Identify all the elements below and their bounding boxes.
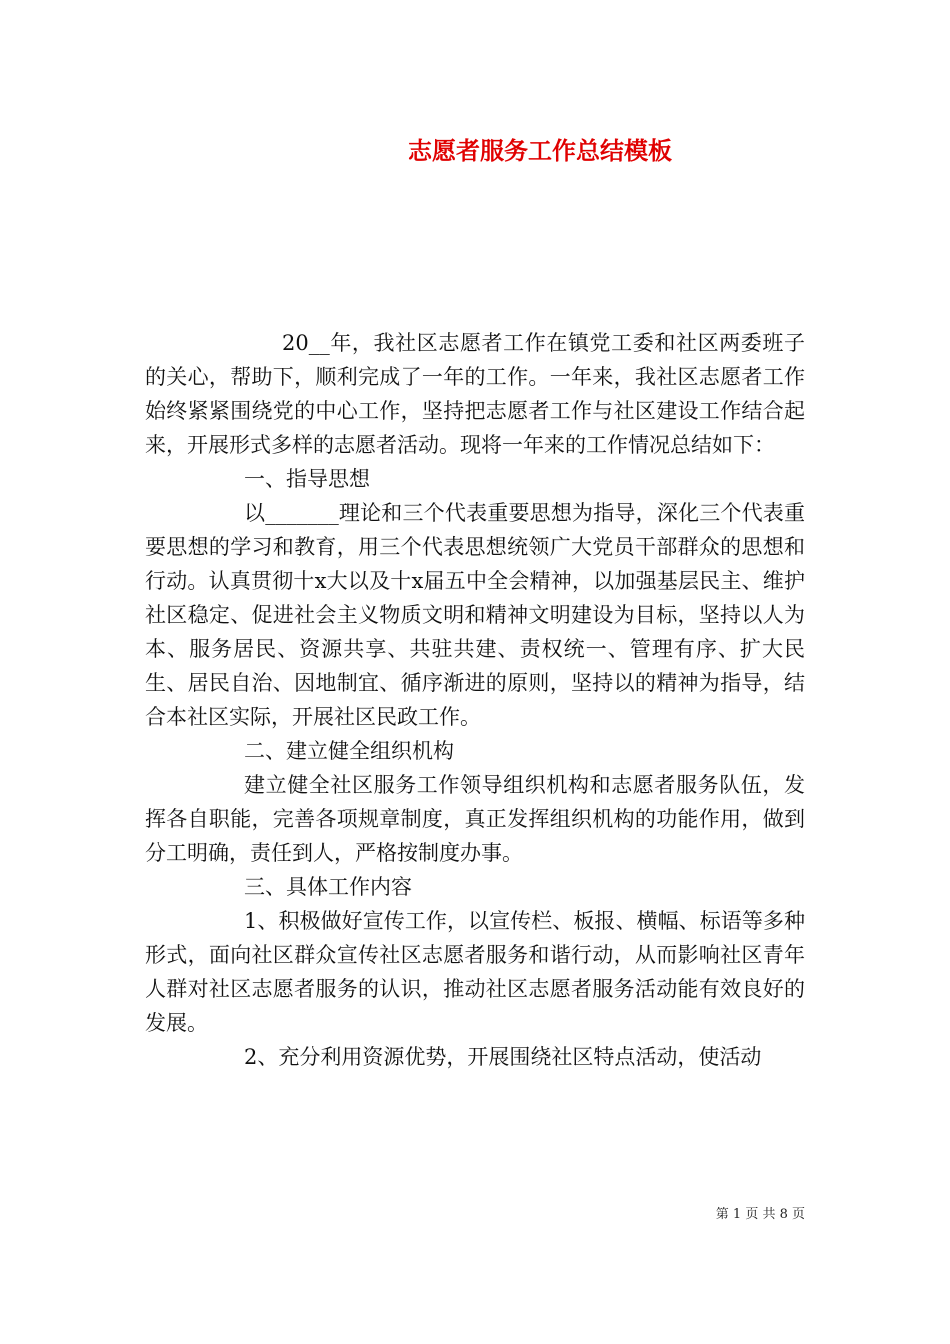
document-title: 志愿者服务工作总结模板 — [408, 136, 672, 165]
work-item-2-paragraph: 2、充分利用资源优势，开展围绕社区特点活动，使活动 — [244, 1045, 762, 1069]
section-heading-3: 三、具体工作内容 — [244, 875, 412, 899]
guiding-thought-paragraph: 以_______理论和三个代表重要思想为指导，深化三个代表重要思想的学习和教育，用三个代表思想统领广大党员干部群众的思想和行动。认真贯彻十x大以及十x届五中全会精神，以加强基层民主、维护社区稳定、促进社会主义物质文明和精神文明建设为目标，坚持以人为本、服务居民、资源共享、共驻共建、责权统一、管理有序、扩大民生、居民自治、因地制宜、循序渐进的原则，坚持以的精神为指导，结合本社区实际，开展社区民政工作。 — [145, 501, 805, 729]
section-heading-2: 二、建立健全组织机构 — [244, 739, 454, 763]
page-number: 第 1 页 共 8 页 — [715, 1207, 805, 1222]
section-heading-1: 一、指导思想 — [244, 467, 370, 491]
intro-paragraph: 20__年，我社区志愿者工作在镇党工委和社区两委班子的关心，帮助下，顺利完成了一年的工作。一年来，我社区志愿者工作始终紧紧围绕党的中心工作，坚持把志愿者工作与社区建设工作结合起来，开展形式多样的志愿者活动。现将一年来的工作情况总结如下： — [145, 331, 805, 457]
organization-paragraph: 建立健全社区服务工作领导组织机构和志愿者服务队伍，发挥各自职能，完善各项规章制度，真正发挥组织机构的功能作用，做到分工明确，责任到人，严格按制度办事。 — [145, 773, 805, 865]
work-item-1-paragraph: 1、积极做好宣传工作，以宣传栏、板报、横幅、标语等多种形式，面向社区群众宣传社区志愿者服务和谐行动，从而影响社区青年人群对社区志愿者服务的认识，推动社区志愿者服务活动能有效良好的发展。 — [145, 909, 805, 1035]
document-body — [145, 326, 805, 1074]
